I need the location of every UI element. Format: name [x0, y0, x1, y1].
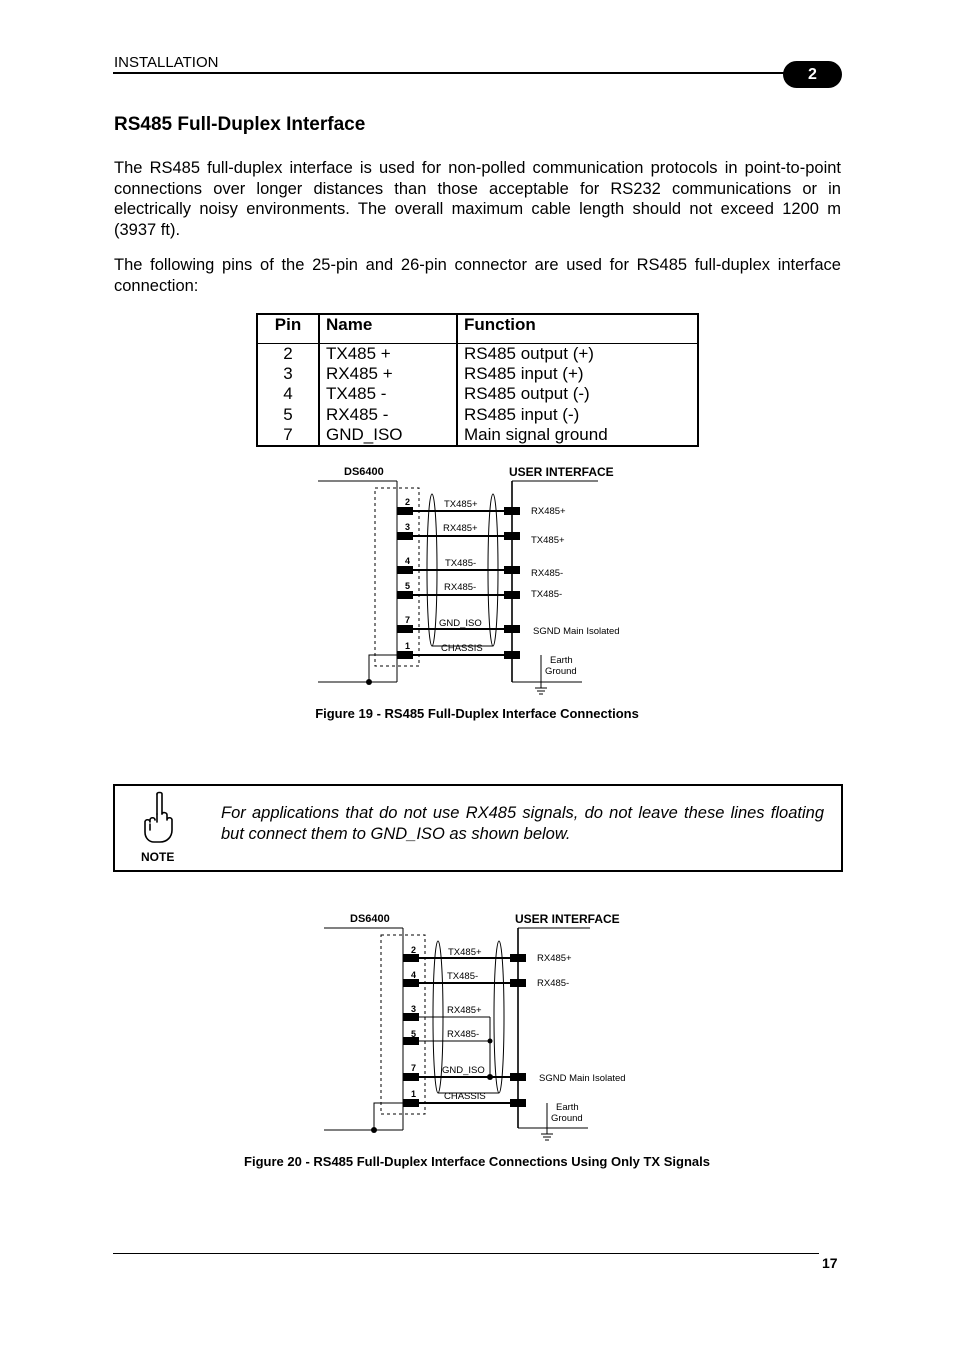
pin-value: 4 — [283, 384, 293, 404]
wire-label: CHASSIS — [441, 643, 483, 654]
wire-label: RX485+ — [447, 1005, 482, 1016]
section-heading: RS485 Full-Duplex Interface — [114, 114, 366, 135]
intro-paragraph: The RS485 full-duplex interface is used for non-polled communication protocols in point-to-point connections over longer distances than those acceptable for RS232 communications or in electrically noisy environments. The overall maximum cable length should not exceed 1200 m (3937 ft). — [114, 159, 841, 239]
pin-label: 5 — [405, 581, 411, 591]
left-title: DS6400 — [350, 913, 390, 925]
figure20-diagram — [0, 880, 954, 1180]
signal-name: RX485 + — [326, 364, 393, 384]
wire-label: RX485+ — [443, 523, 478, 534]
figure19-caption: Figure 19 - RS485 Full-Duplex Interface Connections — [315, 706, 639, 721]
wire-label: TX485+ — [444, 499, 478, 510]
pin-label: 7 — [411, 1063, 417, 1073]
wire-label: TX485- — [447, 971, 479, 982]
left-title: DS6400 — [344, 466, 384, 478]
wire-label: TX485+ — [448, 947, 482, 958]
pin-label: 7 — [405, 615, 411, 625]
note-text: For applications that do not use RX485 signals, do not leave these lines floating but connect them to GND_ISO as shown below. — [221, 804, 824, 843]
wire-label: RX485- — [444, 582, 477, 593]
pin-column-header: Pin — [257, 314, 319, 344]
signal-function: RS485 input (+) — [464, 364, 584, 384]
user-label: SGND Main Isolated — [539, 1073, 626, 1084]
user-label: RX485+ — [531, 506, 566, 517]
signal-function: Main signal ground — [464, 424, 608, 444]
right-title: USER INTERFACE — [509, 465, 614, 479]
earth-label: Ground — [551, 1113, 583, 1124]
pin-label: 4 — [405, 556, 411, 566]
pin-label: 2 — [405, 497, 411, 507]
pin-value: 7 — [283, 424, 293, 444]
footer-rule — [113, 1253, 819, 1254]
earth-label: Earth — [550, 655, 573, 666]
pin-label: 4 — [411, 970, 417, 980]
pin-label: 3 — [405, 522, 411, 532]
user-label: SGND Main Isolated — [533, 626, 620, 637]
name-column-header: Name — [319, 314, 457, 344]
pin-label: 2 — [411, 945, 417, 955]
wire-label: RX485- — [447, 1029, 480, 1040]
pointing-hand-icon — [140, 790, 176, 846]
figure20-caption: Figure 20 - RS485 Full-Duplex Interface Connections Using Only TX Signals — [244, 1154, 710, 1169]
wire-label: CHASSIS — [444, 1091, 486, 1102]
pin-value: 2 — [283, 344, 293, 363]
user-label: TX485- — [531, 589, 563, 600]
function-column-header: Function — [457, 314, 698, 344]
pins-paragraph: The following pins of the 25-pin and 26-pin connector are used for RS485 full-duplex interface connection: — [114, 256, 841, 295]
earth-label: Earth — [556, 1102, 579, 1113]
signal-name: RX485 - — [326, 404, 389, 424]
signal-name: GND_ISO — [326, 424, 403, 444]
user-label: TX485+ — [531, 535, 565, 546]
pin-label: 1 — [411, 1089, 417, 1099]
pin-label: 5 — [411, 1029, 417, 1039]
page-number: 17 — [822, 1255, 838, 1271]
chapter-badge: 2 — [783, 61, 842, 88]
wire-label: GND_ISO — [439, 618, 482, 629]
signal-function: RS485 input (-) — [464, 404, 580, 424]
user-label: RX485+ — [537, 953, 572, 964]
note-label: NOTE — [141, 850, 175, 864]
user-label: RX485- — [531, 568, 564, 579]
right-title: USER INTERFACE — [515, 912, 620, 926]
signal-function: RS485 output (-) — [464, 384, 590, 404]
wire-label: GND_ISO — [442, 1065, 485, 1076]
wire-label: TX485- — [445, 558, 477, 569]
pin-label: 1 — [405, 641, 411, 651]
pin-value: 3 — [283, 364, 293, 384]
signal-function: RS485 output (+) — [464, 344, 594, 363]
signal-name: TX485 - — [326, 384, 387, 404]
earth-label: Ground — [545, 666, 577, 677]
signal-name: TX485 + — [326, 344, 391, 363]
section-label: INSTALLATION — [114, 54, 219, 71]
user-label: RX485- — [537, 978, 570, 989]
pin-value: 5 — [283, 404, 293, 424]
pin-label: 3 — [411, 1004, 417, 1014]
